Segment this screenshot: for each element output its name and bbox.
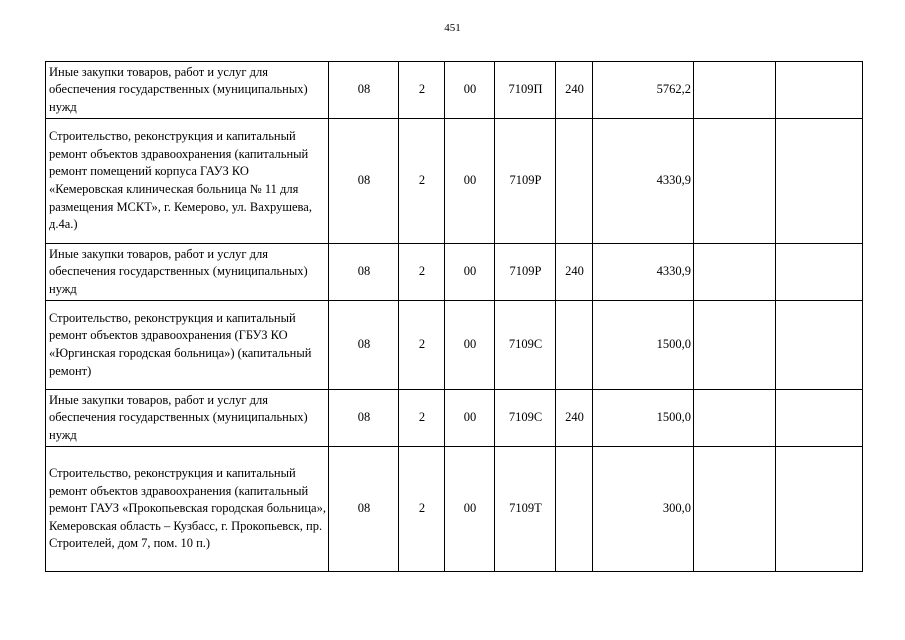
row-section: 08 [329,62,399,119]
row-col9 [776,62,863,119]
table-row [46,301,863,390]
row-name: Иные закупки товаров, работ и услуг для обеспечения государственных (муниципальных) нужд [46,62,329,119]
row-expense-type [556,301,593,390]
row-col9 [776,119,863,244]
row-amount: 4330,9 [593,244,694,301]
row-section: 08 [329,301,399,390]
row-col9 [776,447,863,572]
row-col9 [776,301,863,390]
row-subsection: 2 [399,390,445,447]
row-col8 [694,447,776,572]
table-row [46,390,863,447]
table-row [46,244,863,301]
row-program: 00 [445,62,495,119]
row-col8 [694,244,776,301]
row-amount: 5762,2 [593,62,694,119]
table-row [46,119,863,244]
row-expense-type: 240 [556,244,593,301]
page-number: 451 [444,22,461,34]
row-col8 [694,62,776,119]
row-expense-type [556,119,593,244]
row-col8 [694,119,776,244]
row-name: Строительство, реконструкция и капитальный ремонт объектов здравоохранения (ГБУЗ КО «Юргинская городская больница») (капитальный ремонт) [46,301,329,390]
row-section: 08 [329,119,399,244]
row-col9 [776,390,863,447]
row-col9 [776,244,863,301]
row-amount: 300,0 [593,447,694,572]
row-amount: 1500,0 [593,301,694,390]
row-name: Строительство, реконструкция и капитальный ремонт объектов здравоохранения (капитальный ремонт помещений корпуса ГАУЗ КО «Кемеровская клиническая больница № 11 для размещения МСКТ», г. Кемерово, ул. Вахрушева, д.4а.) [46,119,329,244]
row-subsection: 2 [399,447,445,572]
row-col8 [694,301,776,390]
row-section: 08 [329,244,399,301]
row-expense-type [556,447,593,572]
table-row [46,62,863,119]
row-program: 00 [445,244,495,301]
row-subsection: 2 [399,119,445,244]
row-amount: 4330,9 [593,119,694,244]
row-code: 7109С [495,301,556,390]
row-program: 00 [445,390,495,447]
row-name: Иные закупки товаров, работ и услуг для обеспечения государственных (муниципальных) нужд [46,390,329,447]
budget-table [45,61,863,572]
row-section: 08 [329,390,399,447]
row-col8 [694,390,776,447]
row-expense-type: 240 [556,390,593,447]
row-subsection: 2 [399,62,445,119]
row-name: Строительство, реконструкция и капитальный ремонт объектов здравоохранения (капитальный ремонт ГАУЗ «Прокопьевская городская больница», Кемеровская область – Кузбасс, г. Прокопьевск, пр. Строителей, дом 7, пом. 10 п.) [46,447,329,572]
row-subsection: 2 [399,244,445,301]
row-section: 08 [329,447,399,572]
row-program: 00 [445,447,495,572]
row-name: Иные закупки товаров, работ и услуг для обеспечения государственных (муниципальных) нужд [46,244,329,301]
row-code: 7109Р [495,119,556,244]
row-amount: 1500,0 [593,390,694,447]
row-subsection: 2 [399,301,445,390]
table-row [46,447,863,572]
row-program: 00 [445,119,495,244]
row-code: 7109П [495,62,556,119]
row-code: 7109С [495,390,556,447]
row-code: 7109Р [495,244,556,301]
row-code: 7109Т [495,447,556,572]
row-expense-type: 240 [556,62,593,119]
row-program: 00 [445,301,495,390]
